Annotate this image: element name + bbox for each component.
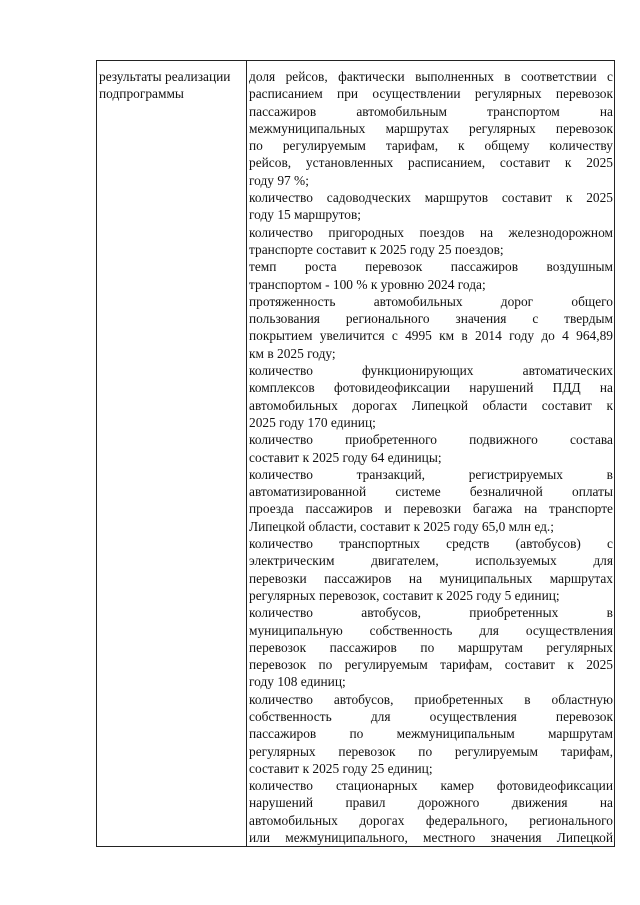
- paragraph-line: регулярных перевозок по регулируемым тарифам,: [249, 743, 613, 759]
- paragraph-line: Липецкой области, составит к 2025 году 65,0 млн ед.;: [249, 518, 554, 534]
- paragraph-line: году 15 маршрутов;: [249, 207, 362, 223]
- paragraph-line: количество транспортных средств (автобусов) с: [249, 536, 613, 552]
- row-label-line: подпрограммы: [99, 86, 184, 102]
- content-paragraph: [249, 691, 613, 777]
- paragraph-line: количество транзакций, регистрируемых в: [249, 466, 613, 482]
- paragraph-line: автомобильных дорогах Липецкой области составит к: [249, 397, 613, 413]
- paragraph-line: 2025 году 170 единиц;: [249, 414, 376, 430]
- paragraph-line: проезда пассажиров и перевозки багажа на транспорте: [249, 501, 613, 517]
- paragraph-line: перевозки пассажиров на муниципальных маршрутах: [249, 570, 613, 586]
- paragraph-line: электрическим двигателем, используемых для: [249, 553, 613, 569]
- row-content-cell: [249, 68, 613, 846]
- content-paragraph: [249, 535, 613, 604]
- content-paragraph: [249, 466, 613, 535]
- paragraph-line: количество пригородных поездов на железнодорожном: [249, 224, 613, 240]
- paragraph-line: собственность для осуществления перевозок: [249, 708, 613, 724]
- paragraph-line: протяженность автомобильных дорог общего: [249, 293, 613, 309]
- content-paragraph: [249, 604, 613, 690]
- content-paragraph: [249, 68, 613, 189]
- paragraph-line: году 97 %;: [249, 172, 309, 188]
- paragraph-line: темп роста перевозок пассажиров воздушным: [249, 259, 613, 275]
- paragraph-line: нарушений правил дорожного движения на: [249, 795, 613, 811]
- row-label-line: результаты реализации: [99, 69, 231, 84]
- paragraph-line: пассажиров автомобильным транспортом на: [249, 103, 613, 119]
- paragraph-line: рейсов, установленных расписанием, составит к 2025: [249, 155, 613, 171]
- paragraph-line: или межмуниципального, местного значения Липецкой: [249, 830, 613, 846]
- paragraph-line: количество автобусов, приобретенных в: [249, 605, 613, 621]
- paragraph-line: количество автобусов, приобретенных в областную: [249, 691, 613, 707]
- paragraph-line: пользования регионального значения с твердым: [249, 311, 613, 327]
- content-paragraph: [249, 431, 613, 466]
- paragraph-line: транспорте составит к 2025 году 25 поездов;: [249, 241, 504, 257]
- paragraph-line: количество функционирующих автоматических: [249, 363, 613, 379]
- paragraph-line: км в 2025 году;: [249, 345, 336, 361]
- paragraph-line: регулярных перевозок, составит к 2025 году 5 единиц;: [249, 587, 560, 603]
- content-paragraph: [249, 189, 613, 224]
- paragraph-line: количество стационарных камер фотовидеофиксации: [249, 778, 613, 794]
- paragraph-line: комплексов фотовидеофиксации нарушений ПДД на: [249, 380, 613, 396]
- paragraph-line: году 108 единиц;: [249, 674, 346, 690]
- document-table: [96, 60, 615, 847]
- content-paragraph: [249, 224, 613, 259]
- content-paragraph: [249, 258, 613, 293]
- column-divider: [246, 61, 247, 846]
- paragraph-line: покрытием увеличится с 4995 км в 2014 году до 4 964,89: [249, 328, 613, 344]
- paragraph-line: составит к 2025 году 64 единицы;: [249, 449, 442, 465]
- paragraph-line: по регулируемым тарифам, к общему количеству: [249, 138, 613, 154]
- paragraph-line: транспортом - 100 % к уровню 2024 года;: [249, 276, 486, 292]
- content-paragraph: [249, 293, 613, 362]
- paragraph-line: пассажиров по межмуниципальным маршрутам: [249, 726, 613, 742]
- paragraph-line: расписанием при осуществлении регулярных перевозок: [249, 86, 613, 102]
- row-label-cell: [99, 68, 245, 103]
- content-paragraph: [249, 777, 613, 846]
- content-paragraph: [249, 362, 613, 431]
- paragraph-line: автоматизированной системе безналичной оплаты: [249, 484, 613, 500]
- paragraph-line: муниципальную собственность для осуществления: [249, 622, 613, 638]
- paragraph-line: межмуниципальных маршрутах регулярных перевозок: [249, 120, 613, 136]
- paragraph-line: количество приобретенного подвижного состава: [249, 432, 613, 448]
- paragraph-line: доля рейсов, фактически выполненных в соответствии с: [249, 69, 613, 84]
- paragraph-line: количество садоводческих маршрутов составит к 2025: [249, 190, 613, 206]
- paragraph-line: перевозок пассажиров по маршрутам регулярных: [249, 639, 613, 655]
- paragraph-line: перевозок по регулируемым тарифам, составит к 2025: [249, 657, 613, 673]
- paragraph-line: автомобильных дорогах федерального, регионального: [249, 812, 613, 828]
- paragraph-line: составит к 2025 году 25 единиц;: [249, 760, 433, 776]
